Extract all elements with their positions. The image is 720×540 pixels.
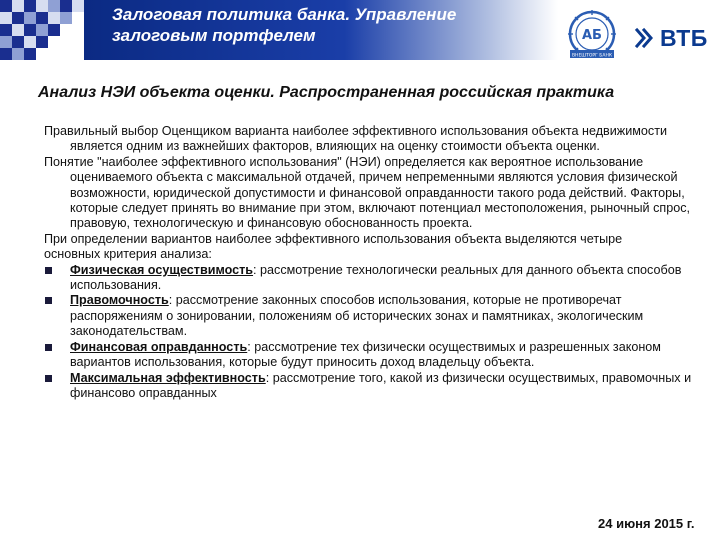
list-item [44, 263, 694, 294]
criterion-term: Финансовая оправданность [70, 339, 248, 354]
list-item [44, 371, 694, 402]
brand-name: ВТБ [660, 25, 708, 51]
list-item [44, 340, 694, 371]
paragraph: Правильный выбор Оценщиком варианта наиболее эффективного использования объекта недвижимости является одним из важнейших факторов, влияющих на оценку стоимости объекта оценки. [44, 124, 667, 154]
emblem-ribbon: ВНЕШТОРГ БАНК [571, 53, 613, 59]
page-title: Залоговая политика банка. Управление залоговым портфелем [112, 5, 457, 45]
criterion-text: : рассмотрение законных способов использования, которые не противоречат распоряжениям о зонировании, положениям об исторических зонах и памятниках, экологическим законодательствам. [70, 293, 644, 339]
paragraph: При определении вариантов наиболее эффективного использования объекта выделяются четыре [44, 231, 623, 246]
square-bullet-icon [45, 375, 52, 382]
square-bullet-icon [45, 267, 52, 274]
emblem-letters: АБ [582, 28, 602, 43]
square-bullet-icon [45, 344, 52, 351]
section-heading: Анализ НЭИ объекта оценки. Распространенная российская практика [38, 84, 615, 101]
criterion-text: : рассмотрение того, какой из физически осуществимых, правомочных и финансово оправданных [70, 370, 692, 400]
criterion-term: Правомочность [70, 293, 169, 308]
list-item [44, 293, 694, 339]
criterion-term: Физическая осуществимость [70, 262, 254, 277]
criterion-text: : рассмотрение технологически реальных для данного объекта способов использования. [70, 262, 682, 293]
criteria-intro: основных критерия анализа: [44, 247, 212, 262]
slide-date: 24 июня 2015 г. [598, 516, 695, 531]
bank-emblem-icon [564, 8, 620, 64]
paragraph: Понятие "наиболее эффективного использования" (НЭИ) определяется как вероятное использование оцениваемого объекта с максимальной отдачей, причем непременными являются условия физической возможности, юридической допустимости и финансовой оправданности такого рода действий. Факторы, которые следует принять во внимание при этом, включают потенциал местоположения, рыночный спрос, правовую, технологическую и финансовую обоснованность проекта. [44, 154, 691, 231]
body-text [44, 124, 694, 401]
square-bullet-icon [45, 297, 52, 304]
criterion-term: Максимальная эффективность [70, 370, 266, 385]
criterion-text: : рассмотрение тех физически осуществимых и разрешенных законом вариантов использования, которые будут приносить доход владельцу объекта. [70, 339, 661, 370]
